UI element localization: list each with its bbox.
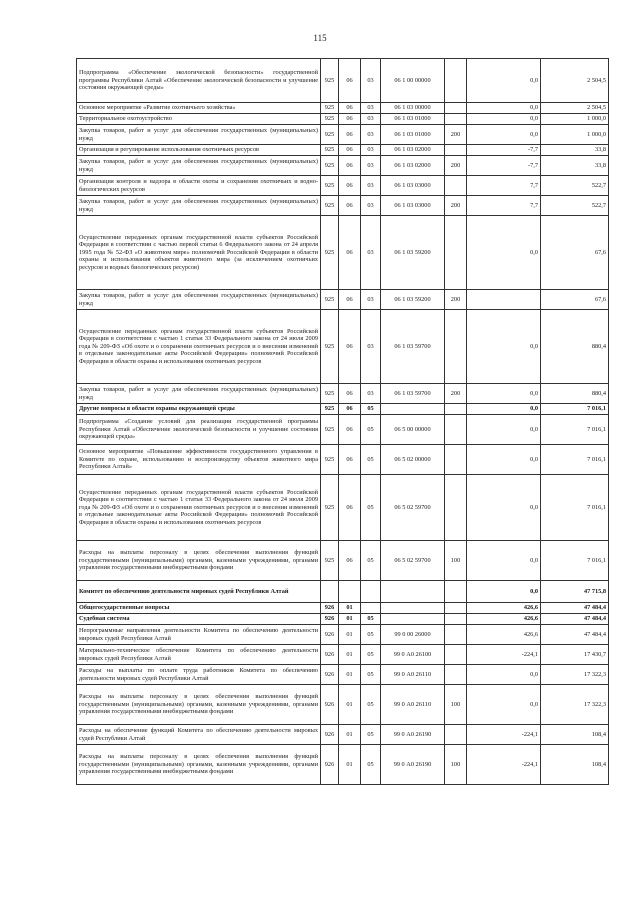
subsection-code-cell: 05 [361,614,381,625]
target-article-cell: 06 1 03 03000 [381,176,445,196]
subsection-code-cell: 03 [361,145,381,156]
table-row [77,310,609,384]
row-name-cell: Осуществление переданных органам государственной власти субъектов Российской Федерации в соответствии с частью 1 статьи 33 Федерального закона от 24 июля 2009 года № 209-ФЗ «Об охоте и о сохранении охотничьих ресурсов и о внесении изменений в отдельные законодательные акты Российской Федерации» полномочий Российской Федерации в области охраны и использования охотничьих ресурсов [77,310,321,384]
section-code-cell: 01 [339,614,361,625]
target-article-cell: 99 0 А0 26190 [381,745,445,785]
section-code-cell: 06 [339,290,361,310]
subsection-code-cell: 03 [361,290,381,310]
target-article-cell: 99 0 А0 26110 [381,665,445,685]
section-code-cell: 01 [339,665,361,685]
row-name-cell: Организация и регулирование использования охотничьих ресурсов [77,145,321,156]
row-name-cell: Осуществление переданных органам государственной власти субъектов Российской Федерации в соответствии с частью первой статьи 6 Федерального закона от 24 апреля 1995 года № 52-ФЗ «О животном мире» полномочий Российской Федерации в области охраны и использования объектов животного мира (за исключением охотничьих ресурсов и водных биологических ресурсов) [77,216,321,290]
expense-type-cell: 200 [445,290,467,310]
row-name-cell: Закупка товаров, работ и услуг для обеспечения государственных (муниципальных) нужд [77,384,321,404]
row-name-cell: Территориальное охотоустройство [77,114,321,125]
table-row [77,415,609,445]
total-amount-cell: 47 484,4 [541,625,609,645]
grbs-code-cell: 925 [321,196,339,216]
total-amount-cell: 7 016,1 [541,445,609,475]
change-amount-cell: -7,7 [467,145,541,156]
total-amount-cell: 1 000,0 [541,114,609,125]
target-article-cell: 06 1 00 00000 [381,59,445,103]
grbs-code-cell: 926 [321,665,339,685]
subsection-code-cell [361,603,381,614]
total-amount-cell: 7 016,1 [541,541,609,581]
table-row [77,156,609,176]
change-amount-cell: 7,7 [467,176,541,196]
grbs-code-cell: 926 [321,725,339,745]
expense-type-cell [445,725,467,745]
section-code-cell: 06 [339,196,361,216]
table-row [77,145,609,156]
subsection-code-cell: 03 [361,125,381,145]
total-amount-cell: 880,4 [541,384,609,404]
section-code-cell: 06 [339,445,361,475]
target-article-cell: 99 0 00 26000 [381,625,445,645]
target-article-cell: 06 1 03 01000 [381,125,445,145]
row-name-cell: Другие вопросы в области охраны окружающей среды [77,404,321,415]
total-amount-cell: 67,6 [541,290,609,310]
expense-type-cell [445,581,467,603]
row-name-cell: Подпрограмма «Создание условий для реализации государственной программы Республики Алтай «Обеспечение экологической безопасности и улучшение состояния окружающей среды» [77,415,321,445]
total-amount-cell: 522,7 [541,176,609,196]
change-amount-cell: 0,0 [467,114,541,125]
change-amount-cell: 0,0 [467,415,541,445]
section-code-cell [339,581,361,603]
grbs-code-cell: 925 [321,415,339,445]
total-amount-cell: 67,6 [541,216,609,290]
row-name-cell: Материально-техническое обеспечение Комитета по обеспечению деятельности мировых судей Республики Алтай [77,645,321,665]
grbs-code-cell: 925 [321,310,339,384]
change-amount-cell [467,290,541,310]
table-row [77,685,609,725]
total-amount-cell: 7 016,1 [541,475,609,541]
row-name-cell: Общегосударственные вопросы [77,603,321,614]
subsection-code-cell: 05 [361,475,381,541]
target-article-cell [381,581,445,603]
expense-type-cell: 200 [445,196,467,216]
expense-type-cell [445,59,467,103]
table-row [77,725,609,745]
change-amount-cell: -224,1 [467,725,541,745]
total-amount-cell: 47 484,4 [541,603,609,614]
total-amount-cell: 47 715,8 [541,581,609,603]
subsection-code-cell: 05 [361,665,381,685]
section-code-cell: 06 [339,310,361,384]
section-code-cell: 01 [339,685,361,725]
total-amount-cell: 17 322,3 [541,665,609,685]
expense-type-cell [445,614,467,625]
target-article-cell [381,404,445,415]
subsection-code-cell: 03 [361,384,381,404]
table-row [77,541,609,581]
total-amount-cell: 17 430,7 [541,645,609,665]
grbs-code-cell: 925 [321,445,339,475]
grbs-code-cell: 925 [321,541,339,581]
subsection-code-cell: 03 [361,59,381,103]
grbs-code-cell: 925 [321,125,339,145]
total-amount-cell: 7 016,1 [541,404,609,415]
section-code-cell: 06 [339,541,361,581]
row-name-cell: Закупка товаров, работ и услуг для обеспечения государственных (муниципальных) нужд [77,156,321,176]
table-row [77,581,609,603]
section-code-cell: 06 [339,384,361,404]
target-article-cell [381,603,445,614]
expense-type-cell [445,176,467,196]
table-row [77,176,609,196]
grbs-code-cell: 925 [321,404,339,415]
subsection-code-cell: 03 [361,114,381,125]
grbs-code-cell: 926 [321,603,339,614]
expense-type-cell [445,216,467,290]
subsection-code-cell: 03 [361,103,381,114]
row-name-cell: Расходы на выплаты по оплате труда работников Комитета по обеспечению деятельности мировых судей Республики Алтай [77,665,321,685]
target-article-cell: 06 1 03 03000 [381,196,445,216]
target-article-cell: 06 1 03 02000 [381,145,445,156]
subsection-code-cell: 05 [361,685,381,725]
table-row [77,59,609,103]
row-name-cell: Судебная система [77,614,321,625]
grbs-code-cell: 926 [321,745,339,785]
total-amount-cell: 7 016,1 [541,415,609,445]
total-amount-cell: 522,7 [541,196,609,216]
row-name-cell: Непрограммные направления деятельности Комитета по обеспечению деятельности мировых судей Республики Алтай [77,625,321,645]
table-row [77,625,609,645]
change-amount-cell: 0,0 [467,665,541,685]
grbs-code-cell [321,581,339,603]
subsection-code-cell [361,581,381,603]
expense-type-cell [445,445,467,475]
expense-type-cell [445,645,467,665]
section-code-cell: 06 [339,216,361,290]
subsection-code-cell: 05 [361,725,381,745]
row-name-cell: Организация контроля и надзора в области охоты и сохранения охотничьих и водно-биологических ресурсов [77,176,321,196]
budget-table [76,58,609,785]
section-code-cell: 01 [339,603,361,614]
table-row [77,125,609,145]
section-code-cell: 06 [339,59,361,103]
change-amount-cell: 426,6 [467,614,541,625]
table-row [77,645,609,665]
subsection-code-cell: 03 [361,176,381,196]
change-amount-cell: 0,0 [467,581,541,603]
section-code-cell: 01 [339,645,361,665]
table-row [77,614,609,625]
grbs-code-cell: 926 [321,625,339,645]
table-row [77,384,609,404]
expense-type-cell [445,665,467,685]
total-amount-cell: 108,4 [541,725,609,745]
change-amount-cell: -7,7 [467,156,541,176]
target-article-cell: 06 5 02 00000 [381,445,445,475]
table-row [77,665,609,685]
expense-type-cell [445,603,467,614]
target-article-cell: 99 0 А0 26190 [381,725,445,745]
total-amount-cell: 17 322,3 [541,685,609,725]
expense-type-cell [445,103,467,114]
row-name-cell: Осуществление переданных органам государственной власти субъектов Российской Федерации в соответствии с частью 1 статьи 33 Федерального закона от 24 июля 2009 года № 209-ФЗ «Об охоте и о сохранении охотничьих ресурсов и о внесении изменений в отдельные законодательные акты Российской Федерации» полномочий Российской Федерации в области охраны и использования охотничьих ресурсов [77,475,321,541]
table-body [77,59,609,785]
grbs-code-cell: 926 [321,685,339,725]
table-row [77,290,609,310]
subsection-code-cell: 05 [361,415,381,445]
grbs-code-cell: 925 [321,216,339,290]
row-name-cell: Закупка товаров, работ и услуг для обеспечения государственных (муниципальных) нужд [77,196,321,216]
expense-type-cell [445,145,467,156]
row-name-cell: Закупка товаров, работ и услуг для обеспечения государственных (муниципальных) нужд [77,290,321,310]
row-name-cell: Основное мероприятие «Повышение эффективности государственного управления в Комитете по охране, использованию и воспроизводству объектов животного мира Республики Алтай» [77,445,321,475]
section-code-cell: 06 [339,145,361,156]
expense-type-cell: 200 [445,156,467,176]
change-amount-cell: 0,0 [467,404,541,415]
expense-type-cell [445,404,467,415]
target-article-cell: 06 1 03 01000 [381,114,445,125]
row-name-cell: Подпрограмма «Обеспечение экологической безопасности» государственной программы Республики Алтай «Обеспечение экологической безопасности и улучшение состояния окружающей среды» [77,59,321,103]
table-row [77,103,609,114]
subsection-code-cell: 03 [361,156,381,176]
target-article-cell: 06 5 02 59700 [381,541,445,581]
subsection-code-cell: 05 [361,625,381,645]
table-row [77,216,609,290]
section-code-cell: 06 [339,176,361,196]
change-amount-cell: 0,0 [467,103,541,114]
section-code-cell: 06 [339,404,361,415]
row-name-cell: Расходы на выплаты персоналу в целях обеспечения выполнения функций государственными (муниципальными) органами, казенными учреждениями, органами управления государственными внебюджетными фондами [77,685,321,725]
change-amount-cell: 0,0 [467,541,541,581]
subsection-code-cell: 05 [361,645,381,665]
expense-type-cell [445,310,467,384]
grbs-code-cell: 925 [321,384,339,404]
total-amount-cell: 33,8 [541,145,609,156]
change-amount-cell: 0,0 [467,216,541,290]
section-code-cell: 06 [339,114,361,125]
subsection-code-cell: 05 [361,445,381,475]
grbs-code-cell: 925 [321,145,339,156]
grbs-code-cell: 925 [321,156,339,176]
change-amount-cell: 0,0 [467,475,541,541]
grbs-code-cell: 926 [321,645,339,665]
grbs-code-cell: 925 [321,475,339,541]
table-row [77,445,609,475]
row-name-cell: Расходы на выплаты персоналу в целях обеспечения выполнения функций государственными (муниципальными) органами, казенными учреждениями, органами управления государственными внебюджетными фондами [77,541,321,581]
page-number: 115 [313,33,327,43]
target-article-cell: 99 0 А0 26110 [381,685,445,725]
section-code-cell: 06 [339,475,361,541]
row-name-cell: Основное мероприятие «Развитие охотничьего хозяйства» [77,103,321,114]
subsection-code-cell: 05 [361,404,381,415]
table-row [77,745,609,785]
section-code-cell: 06 [339,103,361,114]
target-article-cell [381,614,445,625]
change-amount-cell: 0,0 [467,59,541,103]
grbs-code-cell: 925 [321,59,339,103]
change-amount-cell: 7,7 [467,196,541,216]
total-amount-cell: 2 504,5 [541,59,609,103]
table-row [77,196,609,216]
expense-type-cell [445,114,467,125]
target-article-cell: 06 1 03 59200 [381,290,445,310]
change-amount-cell: 426,6 [467,603,541,614]
row-name-cell: Расходы на выплаты персоналу в целях обеспечения выполнения функций государственными (муниципальными) органами, казенными учреждениями, органами управления государственными внебюджетными фондами [77,745,321,785]
expense-type-cell [445,415,467,445]
change-amount-cell: 426,6 [467,625,541,645]
target-article-cell: 06 5 00 00000 [381,415,445,445]
target-article-cell: 06 5 02 59700 [381,475,445,541]
expense-type-cell: 200 [445,384,467,404]
subsection-code-cell: 03 [361,310,381,384]
section-code-cell: 01 [339,745,361,785]
section-code-cell: 01 [339,725,361,745]
expense-type-cell: 100 [445,541,467,581]
row-name-cell: Комитет по обеспечению деятельности мировых судей Республики Алтай [77,581,321,603]
subsection-code-cell: 05 [361,541,381,581]
section-code-cell: 06 [339,156,361,176]
change-amount-cell: 0,0 [467,310,541,384]
total-amount-cell: 33,8 [541,156,609,176]
total-amount-cell: 2 504,5 [541,103,609,114]
row-name-cell: Закупка товаров, работ и услуг для обеспечения государственных (муниципальных) нужд [77,125,321,145]
target-article-cell: 06 1 03 59200 [381,216,445,290]
change-amount-cell: 0,0 [467,384,541,404]
grbs-code-cell: 925 [321,290,339,310]
grbs-code-cell: 925 [321,176,339,196]
change-amount-cell: -224,1 [467,745,541,785]
section-code-cell: 06 [339,125,361,145]
target-article-cell: 06 1 03 59700 [381,384,445,404]
target-article-cell: 06 1 03 59700 [381,310,445,384]
expense-type-cell: 100 [445,745,467,785]
expense-type-cell [445,625,467,645]
table-row [77,475,609,541]
total-amount-cell: 47 484,4 [541,614,609,625]
total-amount-cell: 880,4 [541,310,609,384]
grbs-code-cell: 926 [321,614,339,625]
total-amount-cell: 1 000,0 [541,125,609,145]
grbs-code-cell: 925 [321,114,339,125]
change-amount-cell: 0,0 [467,445,541,475]
grbs-code-cell: 925 [321,103,339,114]
total-amount-cell: 108,4 [541,745,609,785]
table-row [77,603,609,614]
row-name-cell: Расходы на обеспечение функций Комитета по обеспечению деятельности мировых судей Республики Алтай [77,725,321,745]
target-article-cell: 99 0 А0 26100 [381,645,445,665]
subsection-code-cell: 03 [361,196,381,216]
subsection-code-cell: 03 [361,216,381,290]
expense-type-cell: 200 [445,125,467,145]
section-code-cell: 01 [339,625,361,645]
change-amount-cell: 0,0 [467,125,541,145]
change-amount-cell: 0,0 [467,685,541,725]
expense-type-cell [445,475,467,541]
subsection-code-cell: 05 [361,745,381,785]
table-row [77,404,609,415]
change-amount-cell: -224,1 [467,645,541,665]
table-row [77,114,609,125]
target-article-cell: 06 1 03 02000 [381,156,445,176]
section-code-cell: 06 [339,415,361,445]
expense-type-cell: 100 [445,685,467,725]
target-article-cell: 06 1 03 00000 [381,103,445,114]
